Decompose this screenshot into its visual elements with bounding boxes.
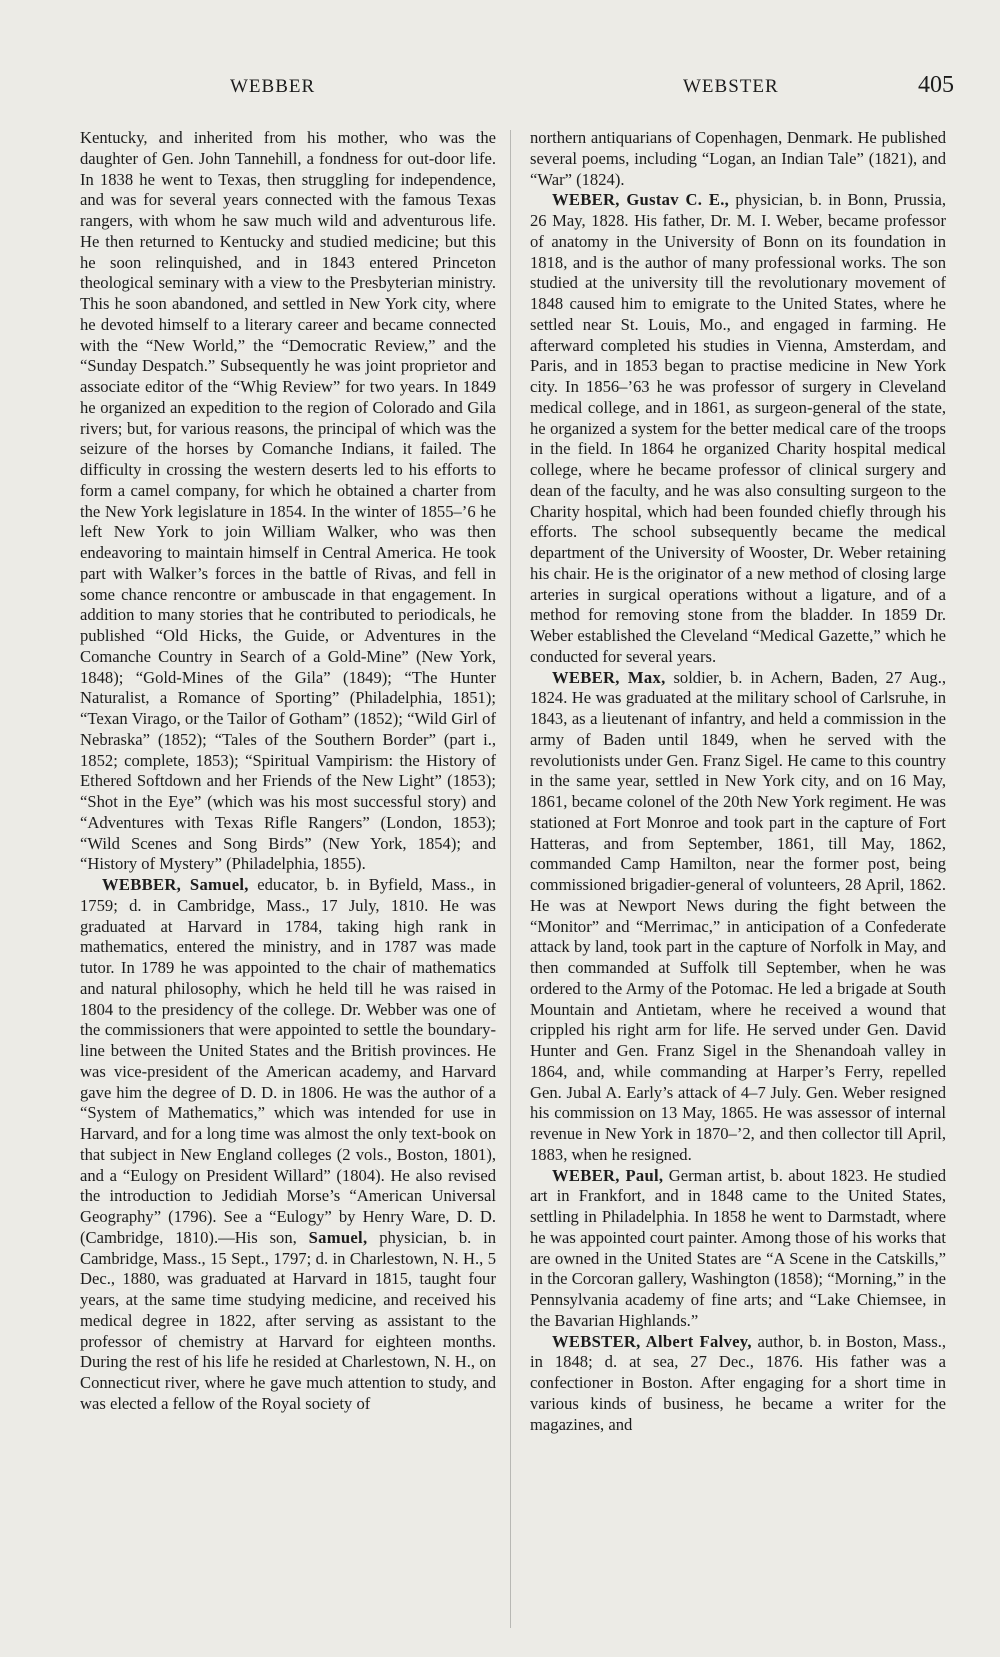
entry-text: soldier, b. in Achern, Baden, 27 Aug., 1824. He was graduated at the military school of Carlsruhe, in 1843, as a lieutenant of infantry, and held a commission in the army of Baden until 1849, when he served with the revolutionists under Gen. Franz Sigel. He came to this country in the same year, settled in New York city, and on 16 May, 1861, became colonel of the 20th New York regiment. He was stationed at Fort Monroe and took part in the capture of Fort Hatteras, and from September, 1861, till May, 1862, commanded Camp Hamilton, near the former post, being commissioned brigadier-general of volunteers, 28 April, 1862. He was at Newport News during the fight between the “Monitor” and “Merrimac,” in anticipation of a Confederate attack by land, took part in the capture of Norfolk in May, and then commanded at Suffolk till September, when he was ordered to the Army of the Potomac. He led a brigade at South Mountain and Antietam, where he received a wound that crippled his right arm for life. He served under Gen. David Hunter and Gen. Franz Sigel in the Shenandoah valley in 1864, and, while commanding at Harper’s Ferry, repelled Gen. Jubal A. Early’s attack of 4–7 July. Gen. Weber resigned his commission on 13 May, 1865. He was assessor of internal revenue in New York in 1870–’2, and then collector till April, 1883, when he resigned.: [530, 667, 946, 1164]
entry-webster-albert: [530, 1332, 946, 1436]
entry-headword: WEBBER, Samuel,: [102, 875, 249, 894]
entry-headword: WEBSTER, Albert Falvey,: [552, 1331, 752, 1351]
entry-headword: WEBER, Paul,: [552, 1165, 664, 1185]
entry-weber-gustav: [530, 190, 946, 667]
entry-text: educator, b. in Byfield, Mass., in 1759; d. in Cambridge, Mass., 17 July, 1810. He was graduated at Harvard in 1784, taking high rank in mathematics, entered the ministry, and in 1787 was made tutor. In 1789 he was appointed to the chair of mathematics and natural philosophy, which he held till he was raised in 1804 to the presidency of the college. Dr. Webber was one of the commissioners that were appointed to settle the boundary-line between the United States and the British provinces. He was vice-president of the American academy, and Harvard gave him the degree of D. D. in 1806. He was the author of a “System of Mathematics,” which was intended for use in Harvard, and for a long time was almost the only text-book on that subject in New England colleges (2 vols., Boston, 1801), and a “Eulogy on President Willard” (1804). He also revised the introduction to Jedidiah Morse’s “American Universal Geography” (1796). See a “Eulogy” by Henry Ware, D. D. (Cambridge, 1810).—His son,: [80, 875, 496, 1247]
entry-text: German artist, b. about 1823. He studied art in Frankfort, and in 1848 came to the United States, settling in Philadelphia. In 1858 he went to Darmstadt, where he was appointed court painter. Among those of his works that are owned in the United States are “A Scene in the Catskills,” in the Corcoran gallery, Washington (1858); “Morning,” in the Pennsylvania academy of fine arts; and “Lake Chiemsee, in the Bavarian Highlands.”: [530, 1165, 946, 1330]
running-header: [0, 70, 1000, 110]
header-right-word: WEBSTER: [683, 76, 779, 97]
entry-continuation: northern antiquarians of Copenhagen, Denmark. He published several poems, including “Logan, an Indian Tale” (1821), and “War” (1824).: [530, 128, 946, 189]
entry-text: author, b. in Boston, Mass., in 1848; d. at sea, 27 Dec., 1876. His father was a confectioner in Boston. After engaging for a short time in various kinds of business, he became a writer for the magazines, and: [530, 1331, 946, 1434]
entry-headword: WEBER, Gustav C. E.,: [552, 190, 730, 210]
page-number: 405: [918, 72, 954, 98]
entry-webber-samuel: [80, 875, 496, 1415]
header-left-word: WEBBER: [230, 76, 316, 97]
entry-headword: WEBER, Max,: [552, 667, 666, 687]
entry-continuation: Kentucky, and inherited from his mother, who was the daughter of Gen. John Tannehill, a fondness for out-door life. In 1838 he went to Texas, then struggling for independence, and was for several years connected with the famous Texas rangers, with whom he saw much wild and adventurous life. He then returned to Kentucky and studied medicine; but this he soon relinquished, and in 1843 entered Princeton theological seminary with a view to the Presbyterian ministry. This he soon abandoned, and settled in New York city, where he devoted himself to a literary career and became connected with the “New World,” the “Democratic Review,” and the “Sunday Despatch.” Subsequently he was joint proprietor and associate editor of the “Whig Review” for two years. In 1849 he organized an expedition to the region of Colorado and Gila rivers; but, for various reasons, the principal of which was the seizure of the horses by Comanche Indians, it failed. The difficulty in crossing the western deserts led to his efforts to form a camel company, for which he obtained a charter from the New York legislature in 1854. In the winter of 1855–’6 he left New York to join William Walker, who was then endeavoring to maintain himself in Central America. He took part with Walker’s forces in the battle of Rivas, and fell in some chance rencontre or ambuscade in that engagement. In addition to many stories that he contributed to periodicals, he published “Old Hicks, the Guide, or Adventures in the Comanche Country in Search of a Gold-Mine” (New York, 1848); “Gold-Mines of the Gila” (1849); “The Hunter Naturalist, a Romance of Sporting” (Philadelphia, 1851); “Texan Virago, or the Tailor of Gotham” (1852); “Wild Girl of Nebraska” (1852); “Tales of the Southern Border” (part i., 1852; complete, 1853); “Spiritual Vampirism: the History of Ethered Softdown and her Friends of the New Light” (1853); “Shot in the Eye” (which was his most successful story) and “Adventures with Texas Rifle Rangers” (London, 1853); “Wild Scenes and Song Birds” (New York, 1854); and “History of Mystery” (Philadelphia, 1855).: [80, 128, 496, 874]
entry-subheadword: Samuel,: [308, 1227, 368, 1247]
entry-weber-max: [530, 668, 946, 1166]
right-column: [530, 128, 946, 1435]
entry-text: physician, b. in Bonn, Prussia, 26 May, 1828. His father, Dr. M. I. Weber, became professor of anatomy in the University of Bonn on its foundation in 1818, and is the author of many professional works. The son studied at the university till the revolutionary movement of 1848 caused him to emigrate to the United States, where he settled near St. Louis, Mo., and engaged in farming. He afterward completed his studies in Vienna, Amsterdam, and Paris, and in 1853 began to practise medicine in New York city. In 1856–’63 he was professor of surgery in Cleveland medical college, and in 1861, as surgeon-general of the state, he organized a system for the better medical care of the troops in the field. In 1864 he organized Charity hospital medical college, where he became professor of clinical surgery and dean of the faculty, and he was also consulting surgeon to the Charity hospital, which had been founded chiefly through his efforts. The school subsequently became the medical department of the University of Wooster, Dr. Weber retaining his chair. He is the originator of a new method of closing large arteries in surgical operations without a ligature, and of a method for removing stone from the bladder. In 1859 Dr. Weber established the Cleveland “Medical Gazette,” which he conducted for several years.: [530, 190, 946, 666]
entry-weber-paul: [530, 1166, 946, 1332]
left-column: [80, 128, 496, 1415]
entry-text: physician, b. in Cambridge, Mass., 15 Sept., 1797; d. in Charlestown, N. H., 5 Dec., 1880, was graduated at Harvard in 1815, taught four years, at the same time studying medicine, and received his medical degree in 1822, after serving as assistant to the professor of chemistry at Harvard for eighteen months. During the rest of his life he resided at Charlestown, N. H., on Connecticut river, where he gave much attention to study, and was elected a fellow of the Royal society of: [80, 1227, 497, 1413]
column-divider: [510, 130, 511, 1628]
